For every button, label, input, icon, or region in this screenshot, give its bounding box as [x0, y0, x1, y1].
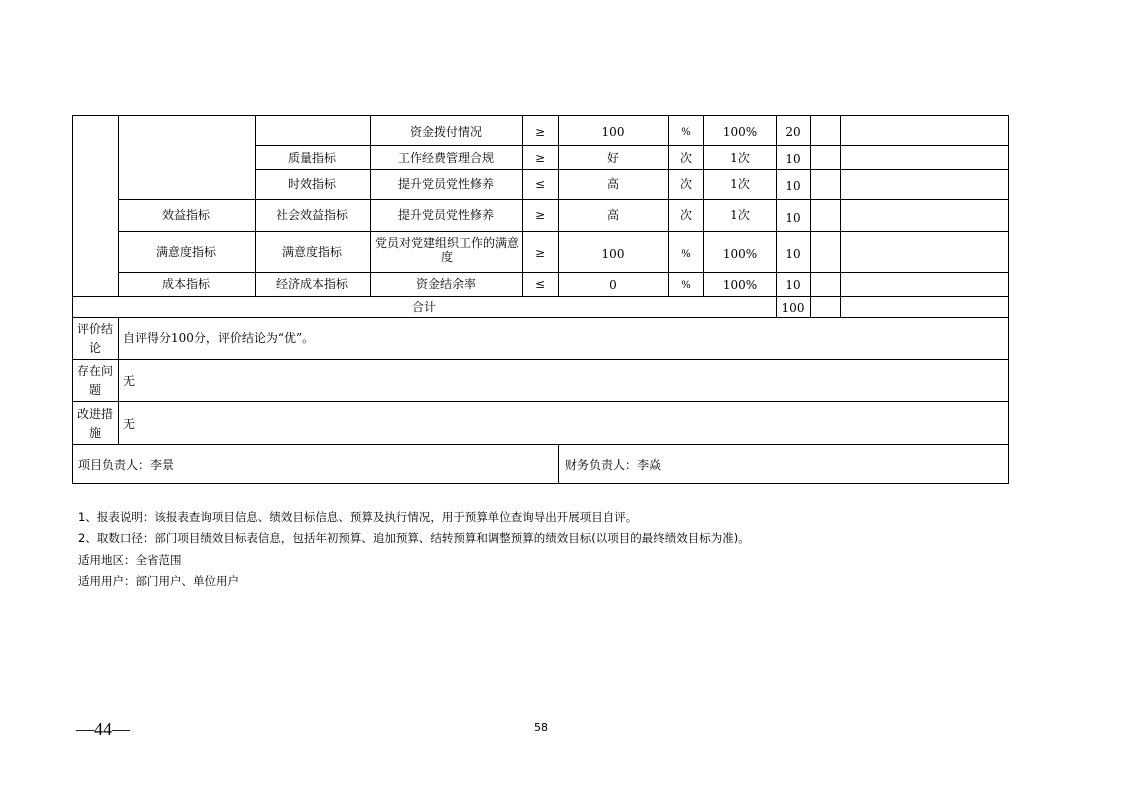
- indicator-cell: 工作经费管理合规: [397, 151, 495, 165]
- unit-cell: 次: [679, 208, 693, 222]
- operator-cell: ≥: [534, 125, 546, 139]
- total-label: 合计: [411, 300, 437, 314]
- weight-cell: 10: [785, 152, 801, 166]
- target-cell: 高: [606, 208, 620, 222]
- footer-page-number: —44—: [76, 719, 130, 739]
- indicator-cell: 资金结余率: [415, 277, 477, 291]
- improvement-text: 无: [123, 417, 136, 431]
- actual-cell: 100%: [722, 125, 758, 139]
- category-cell: 效益指标: [161, 208, 211, 222]
- operator-cell: ≥: [534, 208, 546, 222]
- metric-cell: 时效指标: [287, 177, 337, 191]
- project-lead: 项目负责人：李景: [78, 458, 175, 472]
- weight-cell: 20: [785, 125, 801, 139]
- unit-cell: %: [681, 249, 691, 260]
- operator-cell: ≤: [534, 177, 546, 191]
- weight-cell: 10: [785, 211, 801, 225]
- metric-cell: 质量指标: [287, 151, 337, 165]
- operator-cell: ≤: [534, 277, 546, 291]
- weight-cell: 10: [785, 179, 801, 193]
- actual-cell: 1次: [730, 177, 750, 191]
- note-line: 2、取数口径：部门项目绩效目标表信息，包括年初预算、追加预算、结转预算和调整预算的绩效目标(以项目的最终绩效目标为准)。: [78, 531, 750, 545]
- unit-cell: %: [681, 280, 691, 291]
- total-value: 100: [781, 301, 805, 315]
- category-cell: 成本指标: [161, 277, 211, 291]
- issues-label: 存在问题: [76, 364, 113, 397]
- weight-cell: 10: [785, 247, 801, 261]
- operator-cell: ≥: [534, 151, 546, 165]
- note-line: 适用地区：全省范围: [78, 553, 182, 567]
- indicator-cell: 资金拨付情况: [409, 125, 483, 139]
- operator-cell: ≥: [534, 246, 546, 260]
- indicator-cell: 提升党员党性修养: [397, 177, 495, 191]
- metric-cell: 社会效益指标: [275, 208, 349, 222]
- finance-lead: 财务负责人：李焱: [565, 458, 662, 472]
- actual-cell: 1次: [730, 151, 750, 165]
- target-cell: 0: [609, 278, 617, 292]
- note-line: 适用用户：部门用户、单位用户: [78, 574, 239, 588]
- target-cell: 100: [601, 247, 625, 261]
- indicator-cell: 提升党员党性修养: [397, 208, 495, 222]
- actual-cell: 100%: [722, 247, 758, 261]
- actual-cell: 1次: [730, 208, 750, 222]
- unit-cell: 次: [679, 151, 693, 165]
- indicator-cell: 党员对党建组织工作的满意度: [374, 236, 519, 264]
- target-cell: 好: [606, 151, 620, 165]
- unit-cell: 次: [679, 177, 693, 191]
- evaluation-label: 评价结论: [76, 322, 113, 355]
- issues-text: 无: [123, 374, 136, 388]
- note-line: 1、报表说明：该报表查询项目信息、绩效目标信息、预算及执行情况，用于预算单位查询导出开展项目自评。: [78, 510, 638, 524]
- weight-cell: 10: [785, 278, 801, 292]
- target-cell: 100: [601, 125, 625, 139]
- actual-cell: 100%: [722, 278, 758, 292]
- improvement-label: 改进措施: [76, 407, 113, 440]
- category-cell: 满意度指标: [155, 245, 217, 259]
- metric-cell: 满意度指标: [281, 245, 343, 259]
- evaluation-text: 自评得分100分，评价结论为“优”。: [123, 331, 315, 345]
- target-cell: 高: [606, 177, 620, 191]
- metric-cell: 经济成本指标: [275, 277, 349, 291]
- page-number: 58: [534, 721, 548, 734]
- unit-cell: %: [681, 127, 691, 138]
